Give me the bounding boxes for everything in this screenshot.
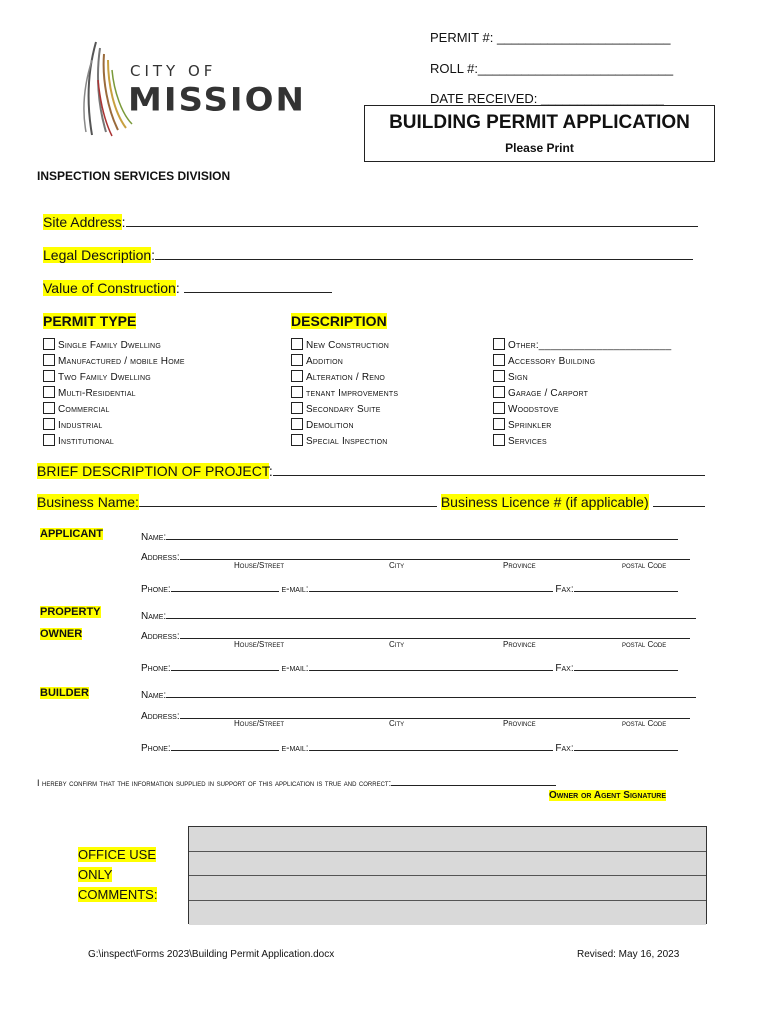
applicant-email-input[interactable] bbox=[309, 580, 553, 592]
comment-line[interactable] bbox=[189, 827, 706, 852]
comment-line[interactable] bbox=[189, 876, 706, 901]
builder-name-input[interactable] bbox=[166, 686, 696, 698]
checkbox[interactable] bbox=[43, 386, 55, 398]
permit-number-field[interactable]: PERMIT #: ________________________ bbox=[430, 30, 671, 45]
signature-input[interactable] bbox=[391, 774, 556, 786]
footer-revised-date: Revised: May 16, 2023 bbox=[577, 949, 680, 960]
checkbox-item[interactable]: Commercial bbox=[43, 402, 185, 418]
business-name-label: Business Name: bbox=[37, 494, 139, 510]
city-label: City bbox=[389, 561, 405, 570]
owner-label: OWNER bbox=[40, 628, 83, 640]
builder-label: BUILDER bbox=[40, 687, 89, 699]
business-licence-label: Business Licence # (if applicable) bbox=[440, 494, 649, 510]
checkbox[interactable] bbox=[43, 338, 55, 350]
checkbox-item[interactable]: Addition bbox=[291, 354, 398, 370]
owner-contact-row[interactable]: Phone: e-mail: Fax: bbox=[141, 659, 678, 674]
title-box bbox=[364, 105, 715, 162]
value-construction-label: Value of Construction bbox=[43, 280, 176, 296]
division-label: INSPECTION SERVICES DIVISION bbox=[37, 169, 231, 183]
permit-type-heading: PERMIT TYPE bbox=[43, 313, 137, 329]
builder-email-input[interactable] bbox=[309, 739, 553, 751]
checkbox-item[interactable]: Garage / Carport bbox=[493, 386, 671, 402]
applicant-name-input[interactable] bbox=[166, 528, 678, 540]
checkbox[interactable] bbox=[291, 418, 303, 430]
applicant-name-row[interactable]: Name: bbox=[141, 528, 678, 543]
checkbox-item[interactable]: Alteration / Reno bbox=[291, 370, 398, 386]
house-street-label: House/Street bbox=[234, 561, 285, 570]
checkbox[interactable] bbox=[291, 434, 303, 446]
checkbox-item[interactable]: Institutional bbox=[43, 434, 185, 450]
checkbox[interactable] bbox=[43, 434, 55, 446]
signature-label: Owner or Agent Signature bbox=[549, 790, 667, 801]
applicant-fax-input[interactable] bbox=[574, 580, 678, 592]
checkbox[interactable] bbox=[291, 354, 303, 366]
business-licence-input[interactable] bbox=[653, 495, 705, 507]
owner-fax-input[interactable] bbox=[574, 659, 678, 671]
checkbox-item[interactable]: Multi-Residential bbox=[43, 386, 185, 402]
builder-phone-input[interactable] bbox=[171, 739, 279, 751]
checkbox[interactable] bbox=[43, 370, 55, 382]
checkbox-item[interactable]: Manufactured / mobile Home bbox=[43, 354, 185, 370]
value-construction-row[interactable]: Value of Construction: bbox=[43, 280, 332, 296]
checkbox[interactable] bbox=[493, 418, 505, 430]
comment-line[interactable] bbox=[189, 852, 706, 877]
checkbox[interactable] bbox=[43, 354, 55, 366]
owner-name-row[interactable]: Name: bbox=[141, 607, 696, 622]
owner-address-input[interactable] bbox=[180, 627, 690, 639]
date-received-field[interactable]: DATE RECEIVED: _________________ bbox=[430, 91, 664, 106]
applicant-label: APPLICANT bbox=[40, 528, 103, 540]
checkbox-item[interactable]: Woodstove bbox=[493, 402, 671, 418]
checkbox[interactable] bbox=[43, 418, 55, 430]
checkbox[interactable] bbox=[291, 402, 303, 414]
city-of-mission-logo bbox=[78, 40, 318, 140]
city-label: City bbox=[389, 640, 405, 649]
form-subtitle: Please Print bbox=[505, 141, 574, 155]
house-street-label: House/Street bbox=[234, 640, 285, 649]
applicant-phone-input[interactable] bbox=[171, 580, 279, 592]
checkbox-item[interactable]: Services bbox=[493, 434, 671, 450]
builder-fax-input[interactable] bbox=[574, 739, 678, 751]
applicant-contact-row[interactable]: Phone: e-mail: Fax: bbox=[141, 580, 678, 595]
legal-description-label: Legal Description bbox=[43, 247, 152, 263]
checkbox-item[interactable]: New Construction bbox=[291, 338, 398, 354]
confirmation-text: I hereby confirm that the information supplied in support of this application is true and correct: bbox=[37, 778, 392, 788]
checkbox[interactable] bbox=[493, 386, 505, 398]
site-address-label: Site Address bbox=[43, 214, 122, 230]
form-title: BUILDING PERMIT APPLICATION bbox=[389, 112, 690, 133]
checkbox[interactable] bbox=[43, 402, 55, 414]
checkbox-item[interactable]: Other:_______________________ bbox=[493, 338, 671, 354]
owner-phone-input[interactable] bbox=[171, 659, 279, 671]
checkbox-item[interactable]: tenant Improvements bbox=[291, 386, 398, 402]
builder-contact-row[interactable]: Phone: e-mail: Fax: bbox=[141, 739, 678, 754]
province-label: Province bbox=[503, 561, 536, 570]
comment-line[interactable] bbox=[189, 901, 706, 926]
checkbox-item[interactable]: Single Family Dwelling bbox=[43, 338, 185, 354]
permit-type-list bbox=[43, 338, 185, 450]
owner-name-input[interactable] bbox=[166, 607, 696, 619]
other-list bbox=[493, 338, 671, 450]
house-street-label: House/Street bbox=[234, 719, 285, 728]
builder-address-row[interactable]: Address: bbox=[141, 707, 690, 722]
checkbox[interactable] bbox=[291, 338, 303, 350]
checkbox[interactable] bbox=[493, 370, 505, 382]
builder-address-input[interactable] bbox=[180, 707, 690, 719]
checkbox-item[interactable]: Demolition bbox=[291, 418, 398, 434]
province-label: Province bbox=[503, 719, 536, 728]
checkbox-item[interactable]: Sprinkler bbox=[493, 418, 671, 434]
site-address-row[interactable]: Site Address: bbox=[43, 214, 703, 230]
postal-code-label: postal Code bbox=[622, 640, 667, 649]
logo-mission: MISSION bbox=[128, 81, 306, 119]
checkbox-item[interactable]: Accessory Building bbox=[493, 354, 671, 370]
footer-file-path: G:\inspect\Forms 2023\Building Permit Application.docx bbox=[88, 949, 335, 960]
postal-code-label: postal Code bbox=[622, 719, 667, 728]
checkbox[interactable] bbox=[291, 386, 303, 398]
postal-code-label: postal Code bbox=[622, 561, 667, 570]
checkbox-item[interactable]: Industrial bbox=[43, 418, 185, 434]
roll-number-field[interactable]: ROLL #:___________________________ bbox=[430, 61, 674, 76]
checkbox[interactable] bbox=[291, 370, 303, 382]
owner-address-row[interactable]: Address: bbox=[141, 627, 690, 642]
checkbox-item[interactable]: Special Inspection bbox=[291, 434, 398, 450]
project-description-input[interactable] bbox=[273, 464, 705, 476]
legal-description-row[interactable]: Legal Description: bbox=[43, 247, 703, 263]
project-description-row[interactable]: BRIEF DESCRIPTION OF PROJECT: bbox=[37, 463, 705, 479]
value-construction-input[interactable] bbox=[184, 281, 332, 293]
applicant-address-row[interactable]: Address: bbox=[141, 548, 690, 563]
checkbox[interactable] bbox=[493, 338, 505, 350]
checkbox[interactable] bbox=[493, 354, 505, 366]
checkbox[interactable] bbox=[493, 402, 505, 414]
city-label: City bbox=[389, 719, 405, 728]
owner-email-input[interactable] bbox=[309, 659, 553, 671]
description-list bbox=[291, 338, 398, 450]
checkbox-item[interactable]: Two Family Dwelling bbox=[43, 370, 185, 386]
office-use-label: OFFICE USE ONLY COMMENTS: bbox=[78, 847, 158, 902]
business-name-input[interactable] bbox=[139, 495, 437, 507]
project-description-label: BRIEF DESCRIPTION OF PROJECT bbox=[37, 463, 269, 479]
legal-description-input[interactable] bbox=[155, 248, 693, 260]
builder-name-row[interactable]: Name: bbox=[141, 686, 696, 701]
checkbox-item[interactable]: Secondary Suite bbox=[291, 402, 398, 418]
confirmation-row[interactable] bbox=[37, 774, 556, 788]
logo-city-of: CITY OF bbox=[130, 62, 217, 80]
office-comments-box[interactable] bbox=[188, 826, 707, 924]
property-label: PROPERTY bbox=[40, 606, 101, 618]
site-address-input[interactable] bbox=[126, 215, 698, 227]
checkbox-item[interactable]: Sign bbox=[493, 370, 671, 386]
business-row[interactable] bbox=[37, 494, 705, 510]
description-heading: DESCRIPTION bbox=[291, 313, 387, 329]
applicant-address-input[interactable] bbox=[180, 548, 690, 560]
province-label: Province bbox=[503, 640, 536, 649]
checkbox[interactable] bbox=[493, 434, 505, 446]
